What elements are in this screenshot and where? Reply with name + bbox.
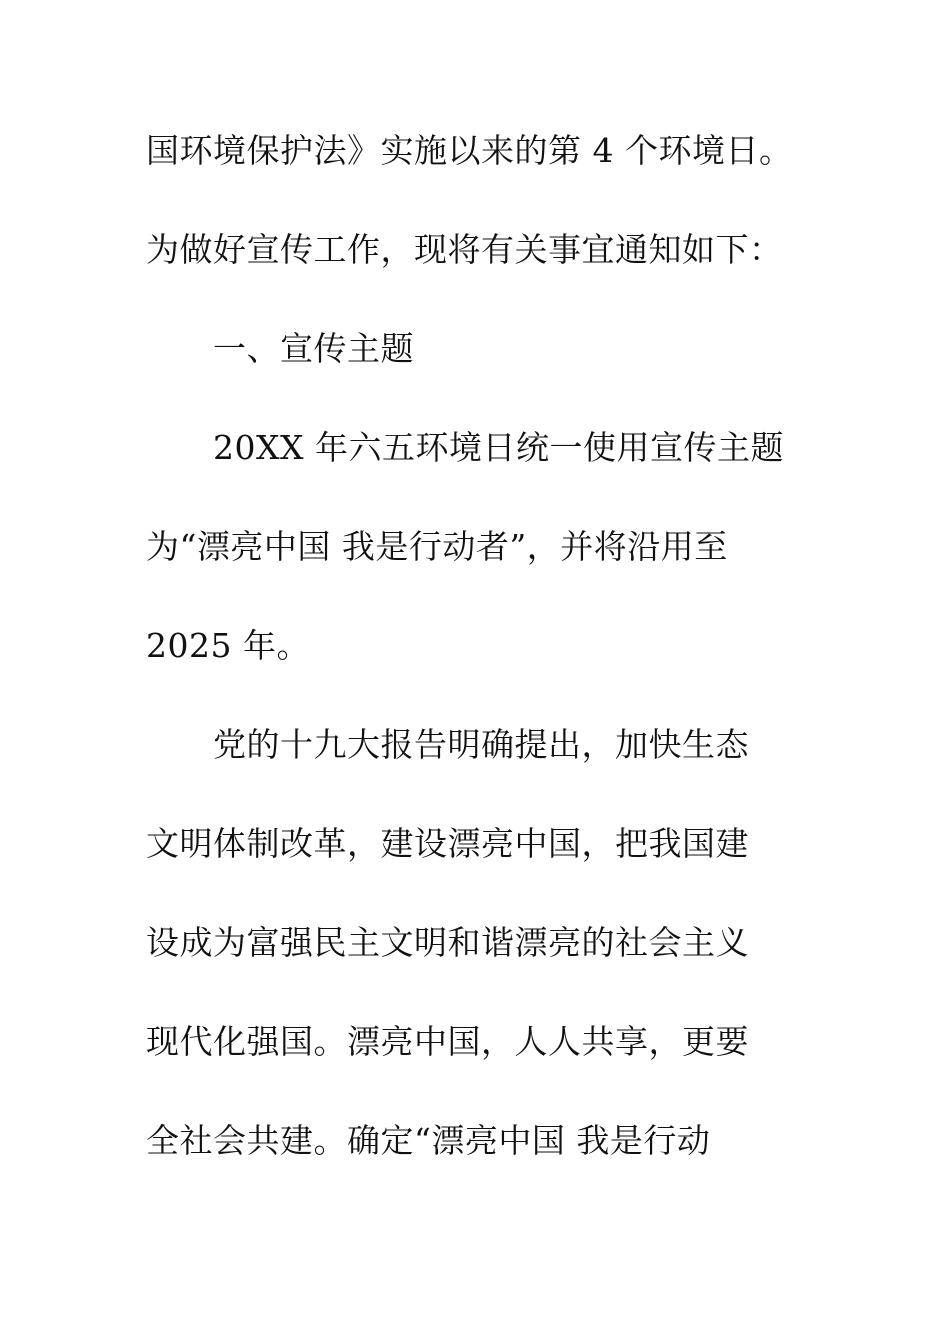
body-text-line: 文明体制改革，建设漂亮中国，把我国建 <box>146 824 749 863</box>
body-text-line: 国环境保护法》实施以来的第 4 个环境日。 <box>146 131 793 170</box>
body-text-line: 2025 年。 <box>146 626 310 665</box>
paragraph-first-line: 20XX 年六五环境日统一使用宣传主题 <box>213 428 784 467</box>
body-text-line: 现代化强国。漂亮中国，人人共享，更要 <box>146 1022 749 1061</box>
body-text-line: 为“漂亮中国 我是行动者”，并将沿用至 <box>146 527 728 566</box>
paragraph-first-line: 党的十九大报告明确提出，加快生态 <box>213 725 749 764</box>
body-text-line: 全社会共建。确定“漂亮中国 我是行动 <box>146 1121 711 1160</box>
section-heading: 一、宣传主题 <box>213 329 414 368</box>
body-text-line: 设成为富强民主文明和谐漂亮的社会主义 <box>146 923 749 962</box>
body-text-line: 为做好宣传工作，现将有关事宜通知如下： <box>146 230 783 269</box>
